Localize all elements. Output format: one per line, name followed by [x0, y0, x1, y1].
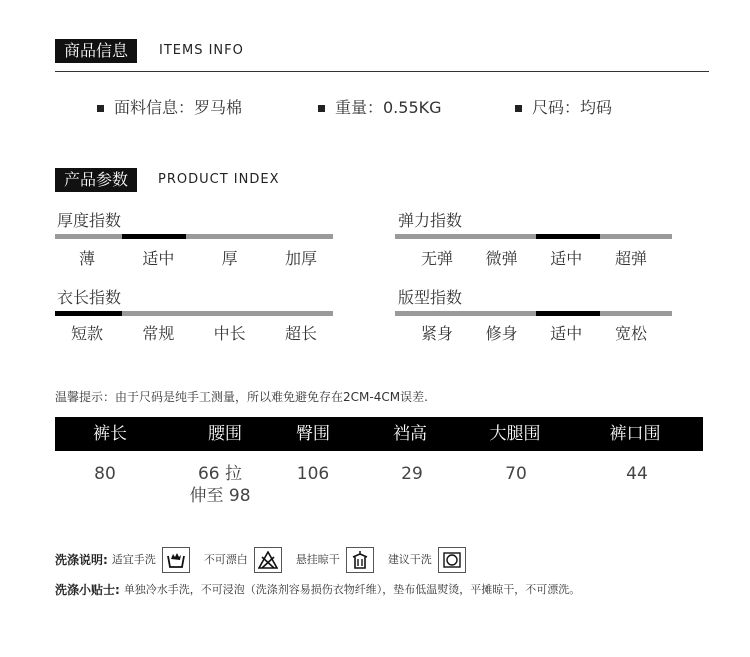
hang-dry-icon — [346, 547, 374, 573]
info-weight-label: 重量：0.55KG — [335, 98, 442, 117]
fit-index-bar — [395, 311, 672, 316]
size-header-cell: 臀围 — [296, 424, 330, 444]
bullet-square-icon — [97, 105, 104, 112]
size-table-header — [55, 417, 703, 451]
thickness-option: 薄 — [78, 249, 95, 268]
fit-option: 紧身 — [420, 324, 453, 343]
length-option: 中长 — [213, 324, 246, 343]
elasticity-options — [405, 249, 663, 269]
length-option: 常规 — [142, 324, 175, 343]
size-value-thigh: 70 — [505, 464, 527, 484]
size-value-hip: 106 — [296, 464, 330, 484]
size-header-cell: 裤长 — [93, 424, 127, 444]
care-label: 洗涤说明: — [55, 553, 108, 567]
items-info-divider — [55, 71, 709, 72]
fit-selected-segment — [536, 311, 600, 316]
no-bleach-icon — [254, 547, 282, 573]
length-index-bar — [55, 311, 333, 316]
elasticity-index-bar — [395, 234, 672, 239]
thickness-option: 适中 — [142, 249, 175, 268]
care-text-no-bleach: 不可漂白 — [203, 553, 248, 566]
length-index-title: 衣长指数 — [57, 288, 122, 307]
fit-index-title: 版型指数 — [398, 288, 463, 307]
size-value-hem: 44 — [626, 464, 648, 484]
info-fabric — [97, 98, 242, 118]
fit-option: 修身 — [485, 324, 518, 343]
care-text-dry-clean: 建议干洗 — [387, 553, 432, 566]
length-options — [55, 324, 333, 344]
size-value-length: 80 — [94, 464, 116, 484]
info-size-label: 尺码：均码 — [532, 98, 613, 117]
size-header-cell: 腰围 — [208, 424, 242, 444]
care-tips — [55, 582, 580, 598]
info-weight — [318, 98, 442, 118]
fit-option: 宽松 — [614, 324, 647, 343]
thickness-option: 厚 — [221, 249, 238, 268]
care-instructions — [55, 545, 466, 575]
info-size — [515, 98, 612, 118]
dry-clean-icon — [438, 547, 466, 573]
items-info-title: 商品信息 — [55, 39, 137, 63]
elasticity-index-title: 弹力指数 — [398, 211, 463, 230]
size-value-waist — [180, 463, 260, 507]
elasticity-option: 适中 — [550, 249, 583, 268]
product-index-subtitle: PRODUCT INDEX — [158, 172, 280, 187]
hand-wash-icon — [162, 547, 190, 573]
care-text-hand-wash: 适宜手洗 — [111, 553, 156, 566]
size-value-waist-line1: 66 拉 — [197, 464, 243, 484]
size-header-cell: 大腿围 — [489, 424, 541, 444]
measurement-tip: 温馨提示：由于尺码是纯手工测量，所以难免避免存在2CM-4CM误差. — [55, 390, 428, 404]
size-value-waist-line2: 伸至 98 — [189, 486, 251, 506]
care-tips-label: 洗涤小贴士: — [55, 583, 120, 597]
size-header-cell: 裤口围 — [609, 424, 661, 444]
elasticity-option: 超弹 — [614, 249, 647, 268]
care-tips-text: 单独冷水手洗，不可浸泡（洗涤剂容易损伤衣物纤维），垫布低温熨烫，平摊晾干，不可漂洗。 — [123, 583, 581, 596]
elasticity-option: 微弹 — [485, 249, 518, 268]
thickness-option: 加厚 — [284, 249, 317, 268]
fit-option: 适中 — [550, 324, 583, 343]
size-header-cell: 裆高 — [393, 424, 427, 444]
items-info-subtitle: ITEMS INFO — [159, 43, 244, 58]
thickness-index-bar — [55, 234, 333, 239]
bullet-square-icon — [515, 105, 522, 112]
thickness-selected-segment — [122, 234, 186, 239]
elasticity-option: 无弹 — [420, 249, 453, 268]
product-index-title: 产品参数 — [55, 168, 137, 192]
thickness-options — [55, 249, 333, 269]
length-option: 超长 — [284, 324, 317, 343]
length-selected-segment — [55, 311, 122, 316]
elasticity-selected-segment — [536, 234, 600, 239]
info-fabric-label: 面料信息：罗马棉 — [114, 98, 243, 117]
bullet-square-icon — [318, 105, 325, 112]
length-option: 短款 — [70, 324, 103, 343]
fit-options — [405, 324, 663, 344]
size-value-rise: 29 — [401, 464, 423, 484]
thickness-index-title: 厚度指数 — [57, 211, 122, 230]
care-text-hang-dry: 悬挂晾干 — [295, 553, 340, 566]
